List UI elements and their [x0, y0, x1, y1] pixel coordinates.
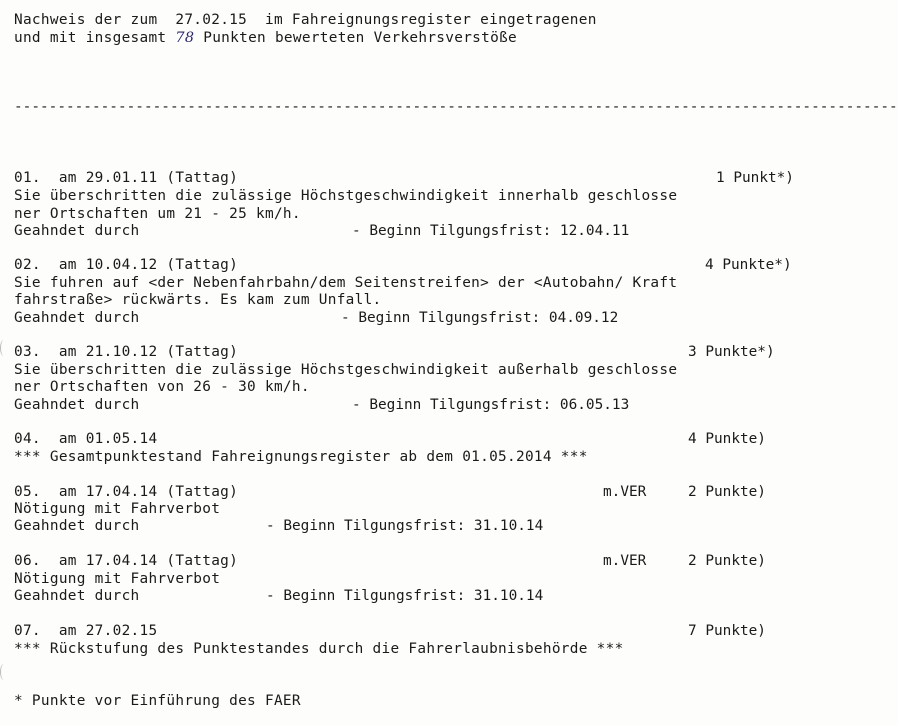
dashed-divider: ------------------------------------------------------------------------------------------------------	[14, 99, 898, 115]
handwritten-points: 78	[175, 30, 195, 46]
entry-01-head: 01. am 29.01.11 (Tattag)	[14, 170, 239, 186]
entry-02-head: 02. am 10.04.12 (Tattag)	[14, 257, 239, 273]
margin-mark	[0, 664, 7, 680]
footnote: * Punkte vor Einführung des FAER	[14, 693, 301, 709]
entry-07-points: 7 Punkte)	[688, 623, 766, 639]
entry-06-footer-label: Geahndet durch	[14, 588, 140, 604]
entry-01-desc-2: ner Ortschaften um 21 - 25 km/h.	[14, 206, 301, 222]
header-line-1	[14, 11, 597, 29]
entry-03-desc-1: Sie überschritten die zulässige Höchstgeschwindigkeit außerhalb geschlosse	[14, 362, 678, 378]
entry-01-footer-label: Geahndet durch	[14, 223, 140, 239]
entry-03-footer-value: - Beginn Tilgungsfrist: 06.05.13	[352, 397, 630, 413]
entry-05-points: 2 Punkte)	[688, 484, 766, 500]
header-line2-suffix: Punkten bewerteten Verkehrsverstöße	[203, 30, 517, 46]
entry-06-desc-1: Nötigung mit Fahrverbot	[14, 571, 221, 587]
entry-06-points: 2 Punkte)	[688, 553, 766, 569]
entry-07-desc-1: *** Rückstufung des Punktestandes durch die Fahrerlaubnisbehörde ***	[14, 641, 624, 657]
entry-03-head: 03. am 21.10.12 (Tattag)	[14, 344, 239, 360]
header-line1-prefix: Nachweis der zum	[14, 12, 158, 28]
entry-03-footer-label: Geahndet durch	[14, 397, 140, 413]
entry-04-desc-1: *** Gesamtpunktestand Fahreignungsregister ab dem 01.05.2014 ***	[14, 449, 588, 465]
entry-04-points: 4 Punkte)	[688, 431, 766, 447]
entry-05-footer-label: Geahndet durch	[14, 518, 140, 534]
entry-05-head: 05. am 17.04.14 (Tattag)	[14, 484, 239, 500]
entry-05-footer-value: - Beginn Tilgungsfrist: 31.10.14	[266, 518, 544, 534]
entry-02-desc-2: fahrstraße> rückwärts. Es kam zum Unfall.	[14, 292, 382, 308]
entry-05-ver: m.VER	[603, 484, 647, 500]
entry-05-desc-1: Nötigung mit Fahrverbot	[14, 501, 221, 517]
header-line-2	[14, 29, 517, 47]
entry-02-footer-value: - Beginn Tilgungsfrist: 04.09.12	[341, 310, 619, 326]
margin-mark	[0, 340, 7, 356]
entry-03-points: 3 Punkte*)	[688, 344, 775, 360]
entry-06-ver: m.VER	[603, 553, 647, 569]
entry-06-head: 06. am 17.04.14 (Tattag)	[14, 553, 239, 569]
entry-02-desc-1: Sie fuhren auf <der Nebenfahrbahn/dem Seitenstreifen> der <Autobahn/ Kraft	[14, 275, 678, 291]
entry-06-footer-value: - Beginn Tilgungsfrist: 31.10.14	[266, 588, 544, 604]
entry-02-footer-label: Geahndet durch	[14, 310, 140, 326]
header-date: 27.02.15	[175, 12, 248, 28]
entry-04-head: 04. am 01.05.14	[14, 431, 158, 447]
entry-01-footer-value: - Beginn Tilgungsfrist: 12.04.11	[352, 223, 630, 239]
entry-07-head: 07. am 27.02.15	[14, 623, 158, 639]
entry-03-desc-2: ner Ortschaften von 26 - 30 km/h.	[14, 379, 310, 395]
entry-01-points: 1 Punkt*)	[716, 170, 794, 186]
entry-02-points: 4 Punkte*)	[705, 257, 792, 273]
entry-01-desc-1: Sie überschritten die zulässige Höchstgeschwindigkeit innerhalb geschlosse	[14, 188, 678, 204]
header-line1-suffix: im Fahreignungsregister eingetragenen	[265, 12, 597, 28]
header-line2-prefix: und mit insgesamt	[14, 30, 167, 46]
